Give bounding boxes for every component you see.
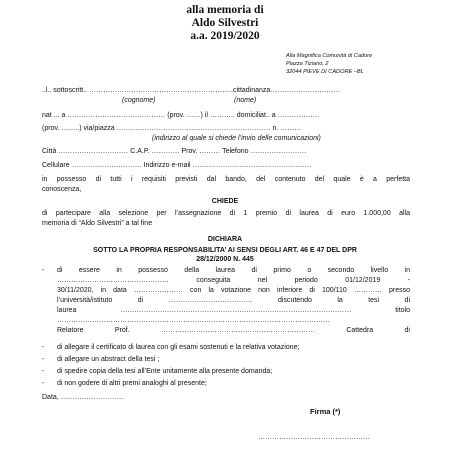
bullet-marker: -	[42, 344, 45, 351]
bullet-item: di allegare un abstract della tesi ;	[57, 356, 160, 363]
dichiara-subheading-1: SOTTO LA PROPRIA RESPONSABILITA’ AI SENSI DEGLI ART. 46 E 47 DEL DPR	[93, 247, 357, 254]
bullet-marker: -	[42, 380, 45, 387]
dichiara-heading: DICHIARA	[207, 236, 243, 243]
form-row-name: ..l.. sottoscritt.. ……………………………………………………..cittadinanza…………………………	[42, 87, 341, 94]
recipient-line-2: Piazza Tiziano, 2	[286, 61, 329, 67]
title-line-2: Aldo Silvestri	[191, 17, 259, 29]
firma-label: Firma (*)	[310, 407, 341, 416]
recipient-line-1: Alla Magnifica Comunità di Cadore	[286, 53, 373, 59]
hint-nome: (nome)	[234, 97, 257, 104]
title-line-1: alla memoria di	[186, 4, 264, 16]
form-row-address: (prov. ……..) via/piazza ………………………………………………………… n. ………	[42, 125, 302, 132]
date-field: Data, ………………………	[42, 394, 124, 401]
chiede-heading: CHIEDE	[211, 198, 239, 205]
bullet-marker: -	[42, 356, 45, 363]
signature-line: …………………………………………	[258, 434, 370, 441]
item1-line-5: laurea ……………………………………………………………………………………… titolo	[57, 307, 410, 314]
item1-line-3: 30/11/2020, in data ………………… con la votazione non inferiore di 100/110 ………… presso	[57, 287, 410, 294]
dash-marker: -	[42, 267, 45, 274]
possession-text-2: conoscenza,	[42, 186, 82, 193]
chiede-text-2: memoria di “Aldo Silvestri” a tal fine	[42, 220, 153, 227]
bullet-item: di allegare il certificato di laurea con gli esami sostenuti e la relativa votazione;	[57, 344, 300, 351]
item1-line-2: ………………………………………… conseguita nel periodo 01/12/2019 -	[57, 277, 410, 284]
form-row-city: Città ………………………… C.A.P. ………… Prov. ……… Telefono ……………………	[42, 148, 307, 155]
item1-line-7: Relatore Prof. ………………………………………………………… Cattedra di	[57, 327, 410, 334]
item1-line-4: l’università/istituto di ……………………………… discutendo la tesi di	[57, 297, 410, 304]
item1-line-6: ………………………………………………………………………………………………………	[57, 317, 330, 324]
recipient-line-3: 32044 PIEVE DI CADORE –BL	[286, 69, 364, 75]
bullet-marker: -	[42, 368, 45, 375]
title-line-3: a.a. 2019/2020	[190, 30, 260, 42]
dichiara-subheading-2: 28/12/2000 N. 445	[196, 256, 254, 263]
bullet-item: di spedire copia della tesi all’Ente unitamente alla presente domanda;	[57, 368, 273, 375]
possession-text-1: in possesso di tutti i requisiti previsti dal bando, del contenuto del quale è a perfetta	[42, 176, 410, 183]
form-row-birth: nat ... a …………………………………… (prov. ……) il ……….. domiciliat.. a ………………	[42, 112, 320, 119]
bullet-item: di non godere di altri premi analoghi al presente;	[57, 380, 207, 387]
hint-address: (indirizzo al quale si chiede l’invio delle comunicazioni)	[152, 135, 321, 142]
form-row-contact: Cellulare ………………………… Indirizzo e-mail ……………………………………………	[42, 162, 312, 169]
hint-cognome: (cognome)	[122, 97, 156, 104]
chiede-text-1: di partecipare alla selezione per l’assegnazione di 1 premio di laurea di euro 1.000,00 alla	[42, 210, 410, 217]
item1-line-1: di essere in possesso della laurea di primo o secondo livello in	[57, 267, 410, 274]
